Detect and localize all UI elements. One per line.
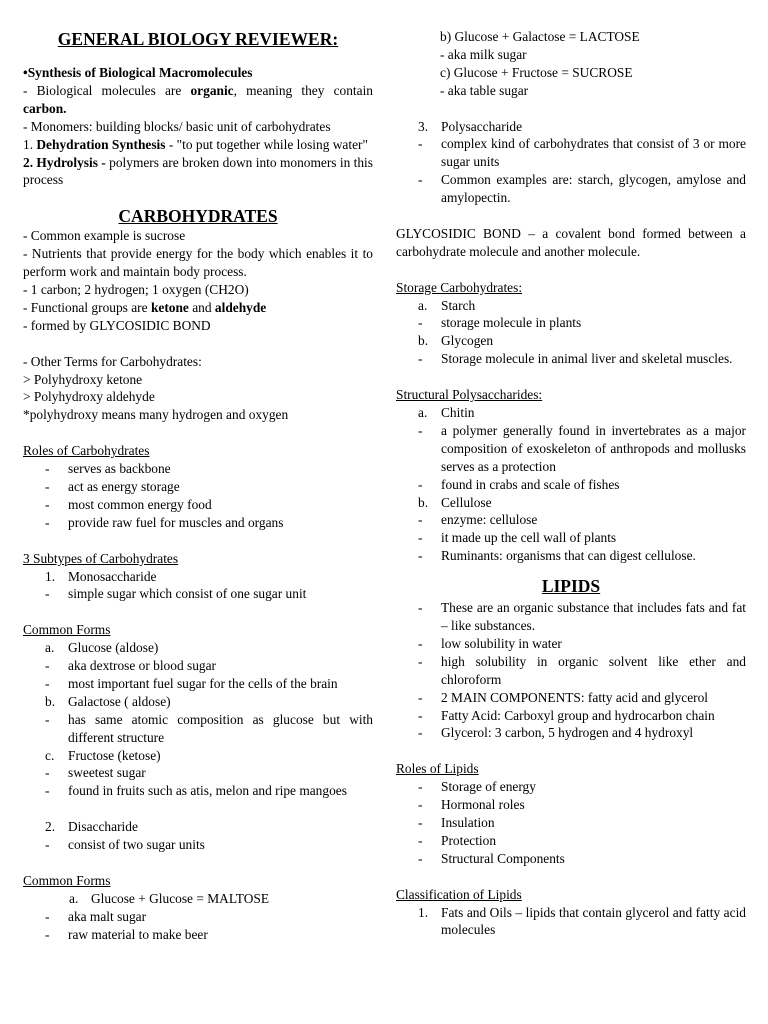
list-item-text: Storage of energy (441, 779, 536, 795)
list-marker: - (418, 136, 423, 152)
disaccharide-desc: - consist of two sugar units (45, 837, 205, 853)
list-item-text: Fatty Acid: Carboxyl group and hydrocarbon chain (441, 707, 715, 723)
list-item-text: These are an organic substance that includes fats and fat – like substances. (441, 600, 746, 634)
list-item-text: Structural Components (441, 850, 565, 866)
list-marker: - (45, 926, 50, 942)
list-item-text: a polymer generally found in invertebrates as a major composition of exoskeleton of anthropods and mollusks serves as a protection (441, 422, 746, 474)
list-item-text: enzyme: cellulose (441, 512, 538, 528)
list-item (23, 693, 373, 711)
list-marker: - (418, 850, 423, 866)
sucrose-line: c) Glucose + Fructose = SUCROSE (440, 64, 633, 80)
list-item-text: Hormonal roles (441, 797, 525, 813)
lipids-heading: LIPIDS (541, 576, 601, 597)
list-marker: - (45, 658, 50, 674)
list-item (396, 350, 746, 368)
left-column (23, 28, 373, 944)
lactose-aka: - aka milk sugar (440, 46, 527, 62)
sucrose-aka: - aka table sugar (440, 82, 529, 98)
list-marker: - (418, 653, 423, 669)
storage-carbohydrates-list (396, 297, 746, 369)
carbohydrates-line: - 1 carbon; 2 hydrogen; 1 oxygen (CH2O) (23, 282, 249, 298)
list-item-text: Chitin (441, 404, 475, 420)
monosaccharide-desc: - simple sugar which consist of one sugar unit (45, 586, 307, 602)
hydrolysis-line: 2. Hydrolysis - polymers are broken down into monomers in this process (23, 154, 373, 188)
list-item-text: Glucose (aldose) (68, 640, 159, 656)
list-item (396, 171, 746, 207)
other-terms-line: - Other Terms for Carbohydrates: (23, 353, 202, 369)
list-marker: - (418, 548, 423, 564)
roles-carbohydrates-list (23, 460, 373, 532)
synthesis-heading: •Synthesis of Biological Macromolecules (23, 65, 253, 80)
list-item-text: Storage molecule in animal liver and skeletal muscles. (441, 351, 733, 367)
list-item-text: most common energy food (68, 496, 212, 512)
carbohydrates-lines (23, 227, 373, 299)
list-item-text: Common examples are: starch, glycogen, amylose and amylopectin. (441, 172, 746, 206)
list-item-text: Glycerol: 3 carbon, 5 hydrogen and 4 hydroxyl (441, 725, 694, 741)
list-item (396, 547, 746, 565)
list-item (396, 494, 746, 512)
list-marker: - (45, 711, 50, 727)
classification-lipids-heading: Classification of Lipids (396, 886, 522, 902)
list-item (23, 657, 373, 675)
list-item-text: Ruminants: organisms that can digest cellulose. (441, 548, 696, 564)
list-item (23, 747, 373, 765)
list-item (396, 778, 746, 796)
list-item-text: Starch (441, 297, 476, 313)
list-marker: - (418, 635, 423, 651)
list-item (23, 675, 373, 693)
list-item-text: aka dextrose or blood sugar (68, 658, 216, 674)
list-marker: - (418, 476, 423, 492)
list-item-text: found in fruits such as atis, melon and ripe mangoes (68, 783, 347, 799)
list-item (396, 724, 746, 742)
list-item (23, 639, 373, 657)
list-item-text: Glycogen (441, 333, 494, 349)
list-marker: a. (45, 640, 55, 656)
other-terms-line: *polyhydroxy means many hydrogen and oxygen (23, 407, 289, 423)
polysaccharide-item: 3. Polysaccharide (418, 118, 523, 134)
roles-lipids-list (396, 778, 746, 868)
list-item-text: Cellulose (441, 494, 492, 510)
list-item-text: high solubility in organic solvent like ether and chloroform (441, 653, 746, 687)
list-marker: - (45, 783, 50, 799)
list-marker: - (418, 172, 423, 188)
list-marker: - (418, 689, 423, 705)
subtypes-heading: 3 Subtypes of Carbohydrates (23, 550, 179, 566)
glycosidic-line: - formed by GLYCOSIDIC BOND (23, 317, 211, 333)
list-item (23, 926, 373, 944)
list-item (396, 404, 746, 422)
list-item (396, 796, 746, 814)
list-item-text: raw material to make beer (68, 926, 208, 942)
list-marker: - (45, 675, 50, 691)
list-item (23, 908, 373, 926)
list-marker: - (45, 479, 50, 494)
list-item-text: has same atomic composition as glucose but with different structure (68, 711, 373, 745)
list-marker: c. (45, 747, 55, 763)
list-item (396, 689, 746, 707)
list-marker: - (418, 779, 423, 795)
roles-carbohydrates-heading: Roles of Carbohydrates (23, 443, 150, 459)
list-item-text: act as energy storage (68, 479, 180, 494)
list-item-text: storage molecule in plants (441, 315, 582, 331)
monosaccharide-forms (23, 639, 373, 800)
list-item-text: most important fuel sugar for the cells of the brain (68, 675, 338, 691)
disaccharide-item: 2. Disaccharide (45, 819, 138, 835)
list-item-text: sweetest sugar (68, 765, 146, 781)
list-marker: b. (45, 693, 56, 709)
list-marker: - (418, 530, 423, 546)
list-marker: b. (418, 494, 429, 510)
list-item-text: Protection (441, 832, 497, 848)
list-marker: - (418, 797, 423, 813)
list-item (396, 814, 746, 832)
list-item (23, 890, 373, 908)
list-item-text: Fructose (ketose) (68, 747, 161, 763)
glycosidic-bond-definition: GLYCOSIDIC BOND – a covalent bond formed between a carbohydrate molecule and another molecule. (396, 225, 746, 259)
list-item (23, 782, 373, 800)
roles-lipids-heading: Roles of Lipids (396, 761, 479, 777)
carbohydrates-line: - Common example is sucrose (23, 228, 186, 244)
right-column (396, 28, 746, 939)
list-item-text: it made up the cell wall of plants (441, 530, 617, 546)
list-item-text: serves as backbone (68, 461, 171, 477)
list-item (396, 635, 746, 653)
list-marker: - (418, 832, 423, 848)
list-item (23, 496, 373, 514)
common-forms-heading-2: Common Forms (23, 872, 111, 888)
other-terms-line: > Polyhydroxy aldehyde (23, 389, 155, 405)
storage-carbohydrates-heading: Storage Carbohydrates: (396, 279, 523, 295)
carbohydrates-heading: CARBOHYDRATES (118, 206, 278, 227)
other-terms-line: > Polyhydroxy ketone (23, 371, 143, 387)
list-item (23, 764, 373, 782)
list-item (396, 511, 746, 529)
structural-polysaccharides-heading: Structural Polysaccharides: (396, 387, 543, 403)
list-marker: - (418, 422, 423, 438)
classification-item: 1. Fats and Oils – lipids that contain glycerol and fatty acid molecules (418, 904, 746, 938)
molecules-line: - Biological molecules are organic, meaning they contain carbon. (23, 82, 373, 116)
list-marker: a. (69, 890, 79, 906)
dehydration-line: 1. Dehydration Synthesis - "to put together while losing water" (23, 136, 368, 152)
common-forms-heading: Common Forms (23, 622, 111, 638)
list-marker: - (45, 461, 50, 477)
functional-groups-line: - Functional groups are ketone and aldehyde (23, 299, 267, 315)
list-item-text: Galactose ( aldose) (68, 693, 171, 709)
list-item-text: Insulation (441, 814, 495, 830)
list-item-text: Glucose + Glucose = MALTOSE (91, 890, 270, 906)
page-title: GENERAL BIOLOGY REVIEWER: (57, 29, 339, 49)
list-item-text: complex kind of carbohydrates that consist of 3 or more sugar units (441, 136, 746, 170)
list-item (396, 422, 746, 476)
list-item (396, 332, 746, 350)
list-item (23, 460, 373, 478)
monosaccharide-item: 1. Monosaccharide (45, 568, 157, 584)
list-marker: - (418, 351, 423, 367)
list-marker: a. (418, 404, 428, 420)
carbohydrates-line: - Nutrients that provide energy for the body which enables it to perform work and maintain body process. (23, 246, 373, 280)
list-marker: - (418, 315, 423, 331)
structural-polysaccharides-list (396, 404, 746, 565)
list-item (23, 478, 373, 496)
list-item (396, 653, 746, 689)
list-marker: a. (418, 297, 428, 313)
list-marker: - (418, 512, 423, 528)
list-item-text: low solubility in water (441, 635, 562, 651)
monomers-line: - Monomers: building blocks/ basic unit of carbohydrates (23, 118, 331, 134)
list-item (396, 707, 746, 725)
lactose-line: b) Glucose + Galactose = LACTOSE (440, 29, 640, 44)
other-terms (23, 353, 373, 425)
list-item (396, 850, 746, 868)
list-item (396, 832, 746, 850)
list-marker: - (45, 765, 50, 781)
list-marker: - (45, 908, 50, 924)
list-item-text: aka malt sugar (68, 908, 147, 924)
list-item (23, 711, 373, 747)
list-marker: - (418, 707, 423, 723)
list-marker: b. (418, 333, 429, 349)
list-item (396, 297, 746, 315)
lipids-list (396, 599, 746, 742)
list-item (396, 599, 746, 635)
list-item-text: provide raw fuel for muscles and organs (68, 514, 284, 530)
list-marker: - (418, 725, 423, 741)
list-item-text: 2 MAIN COMPONENTS: fatty acid and glycerol (441, 689, 709, 705)
list-marker: - (418, 600, 423, 616)
list-item (396, 135, 746, 171)
list-marker: - (418, 814, 423, 830)
list-marker: - (45, 496, 50, 512)
list-item (396, 314, 746, 332)
list-item (23, 514, 373, 532)
list-marker: - (45, 514, 50, 530)
list-item (396, 476, 746, 494)
list-item (396, 529, 746, 547)
disaccharide-forms (23, 890, 373, 944)
list-item-text: found in crabs and scale of fishes (441, 476, 620, 492)
polysaccharide-list (396, 135, 746, 207)
